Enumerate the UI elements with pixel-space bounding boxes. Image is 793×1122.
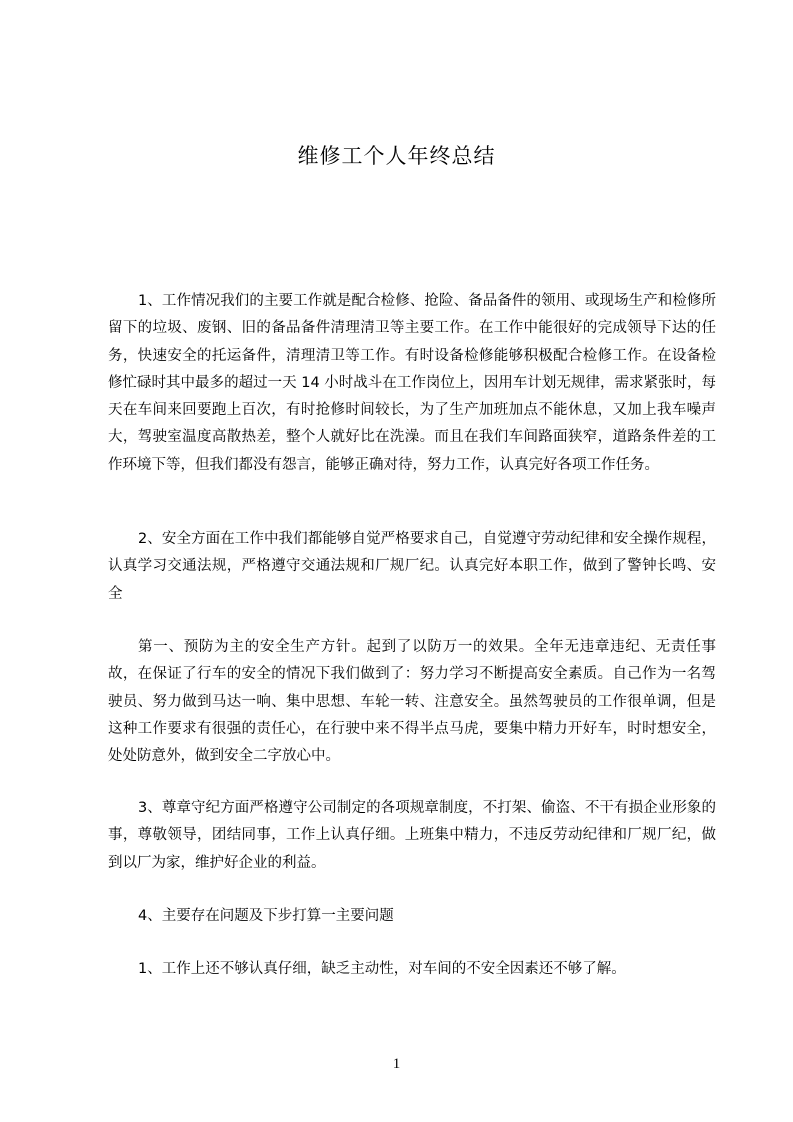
paragraph-work-situation: 1、工作情况我们的主要工作就是配合检修、抢险、备品备件的领用、或现场生产和检修所留下的垃圾、废钢、旧的备品备件清理清卫等主要工作。在工作中能很好的完成领导下达的任务，快速安全的托运备件，清理清卫等工作。有时设备检修能够积极配合检修工作。在设备检修忙碌时其中最多的超过一天 14 小时战斗在工作岗位上，因用车计划无规律，需求紧张时，每天在车间来回要跑上百次，有时抢修时间较长，为了生产加班加点不能休息，又加上我车噪声大，驾驶室温度高散热差，整个人就好比在洗澡。而且在我们车间路面狭窄，道路条件差的工作环境下等，但我们都没有怨言，能够正确对待，努力工作，认真完好各项工作任务。 [108, 293, 716, 473]
paragraph-problems-heading: 4、主要存在问题及下步打算一主要问题 [138, 908, 394, 924]
paragraph-discipline: 3、尊章守纪方面严格遵守公司制定的各项规章制度，不打架、偷盗、不干有损企业形象的事，尊敬领导，团结同事，工作上认真仔细。上班集中精力，不违反劳动纪律和厂规厂纪，做到以厂为家，维护好企业的利益。 [108, 800, 716, 871]
paragraph-safety: 2、安全方面在工作中我们都能够自觉严格要求自己，自觉遵守劳动纪律和安全操作规程，认真学习交通法规，严格遵守交通法规和厂规厂纪。认真完好本职工作，做到了警钟长鸣、安全 [108, 531, 716, 602]
paragraph-problem-1: 1、工作上还不够认真仔细，缺乏主动性，对车间的不安全因素还不够了解。 [138, 961, 626, 977]
document-title: 维修工个人年终总结 [297, 144, 496, 168]
page-number: 1 [392, 1056, 401, 1072]
paragraph-safety-first: 第一、预防为主的安全生产方针。起到了以防万一的效果。全年无违章违纪、无责任事故，在保证了行车的安全的情况下我们做到了：努力学习不断提高安全素质。自己作为一名驾驶员、努力做到马达一响、集中思想、车轮一转、注意安全。虽然驾驶员的工作很单调，但是这种工作要求有很强的责任心，在行驶中来不得半点马虎，要集中精力开好车，时时想安全，处处防意外，做到安全二字放心中。 [108, 639, 716, 765]
